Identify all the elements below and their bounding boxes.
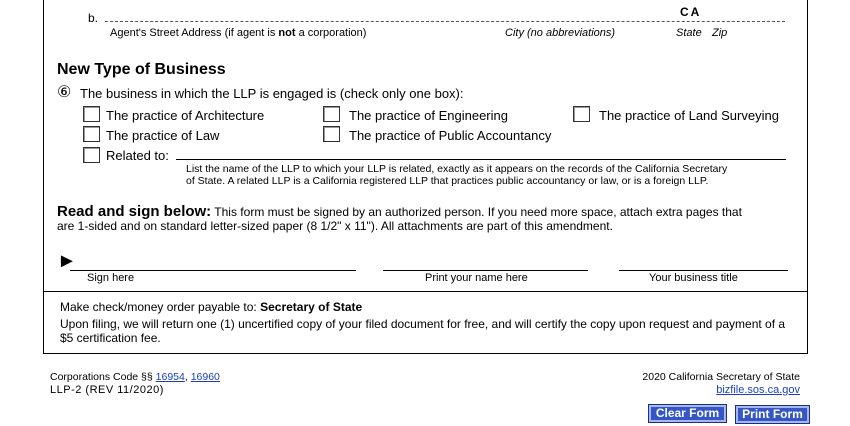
payment-line-1: Upon filing, we will return one (1) uncertified copy of your filed document for free, and will certify the copy upon request and payment of a — [60, 317, 786, 331]
sign-arrow-icon: ► — [57, 250, 77, 272]
payable-to: Make check/money order payable to: Secretary of State — [60, 300, 363, 314]
architecture-checkbox[interactable] — [83, 106, 100, 122]
item-number-6: ⑥ — [57, 84, 72, 101]
option-public-accountancy: The practice of Public Accountancy — [349, 128, 552, 143]
related-checkbox[interactable] — [83, 147, 100, 163]
clear-form-button[interactable]: Clear Form — [648, 404, 727, 423]
business-instruction: The business in which the LLP is engaged is (check only one box): — [80, 86, 464, 101]
website-link[interactable]: bizfile.sos.ca.gov — [716, 384, 800, 396]
corporations-code: Corporations Code §§ 16954, 16960 — [50, 371, 220, 383]
form-id: LLP-2 (REV 11/2020) — [50, 384, 164, 396]
sign-here-label: Sign here — [87, 272, 135, 284]
print-form-button[interactable]: Print Form — [735, 405, 810, 424]
sign-instruction-1: Read and sign below: This form must be signed by an authorized person. If you need more space, attach extra pages that — [57, 203, 742, 220]
street-label: Agent's Street Address (if agent is not a corporation) — [110, 27, 367, 39]
option-architecture: The practice of Architecture — [106, 108, 265, 123]
sign-instruction-2: are 1-sided and on standard letter-sized paper (8 1/2" x 11"). All attachments are part of this amendment. — [57, 219, 613, 233]
related-llp-input[interactable] — [176, 159, 786, 160]
zip-label: Zip — [712, 27, 728, 39]
business-title-label: Your business title — [649, 272, 738, 284]
related-help-1: List the name of the LLP to which your LLP is related, exactly as it appears on the records of the California Secretary — [186, 163, 728, 175]
law-checkbox[interactable] — [83, 126, 100, 142]
option-engineering: The practice of Engineering — [349, 108, 508, 123]
address-line[interactable] — [105, 21, 785, 22]
payment-divider — [43, 291, 807, 292]
related-label: Related to: — [106, 148, 169, 163]
option-law: The practice of Law — [106, 128, 220, 143]
related-help-2: of State. A related LLP is a California registered LLP that practices public accountancy or law, or is a foreign LLP. — [186, 175, 709, 187]
engineering-checkbox[interactable] — [323, 106, 340, 122]
public-accountancy-checkbox[interactable] — [323, 126, 340, 142]
option-land-surveying: The practice of Land Surveying — [599, 108, 779, 123]
code-16960-link[interactable]: 16960 — [190, 371, 220, 383]
state-value[interactable]: CA — [680, 5, 702, 19]
item-letter-b: b. — [88, 11, 99, 25]
city-label: City (no abbreviations) — [505, 27, 616, 39]
land-surveying-checkbox[interactable] — [573, 106, 590, 122]
copyright: 2020 California Secretary of State — [642, 371, 800, 383]
print-name-input[interactable] — [383, 270, 588, 271]
payment-line-2: $5 certification fee. — [60, 331, 161, 345]
state-label: State — [676, 27, 702, 39]
business-title-input[interactable] — [619, 270, 788, 271]
signature-line[interactable] — [70, 270, 356, 271]
print-name-label: Print your name here — [425, 272, 528, 284]
business-heading: New Type of Business — [57, 61, 226, 78]
code-16954-link[interactable]: 16954 — [155, 371, 185, 383]
